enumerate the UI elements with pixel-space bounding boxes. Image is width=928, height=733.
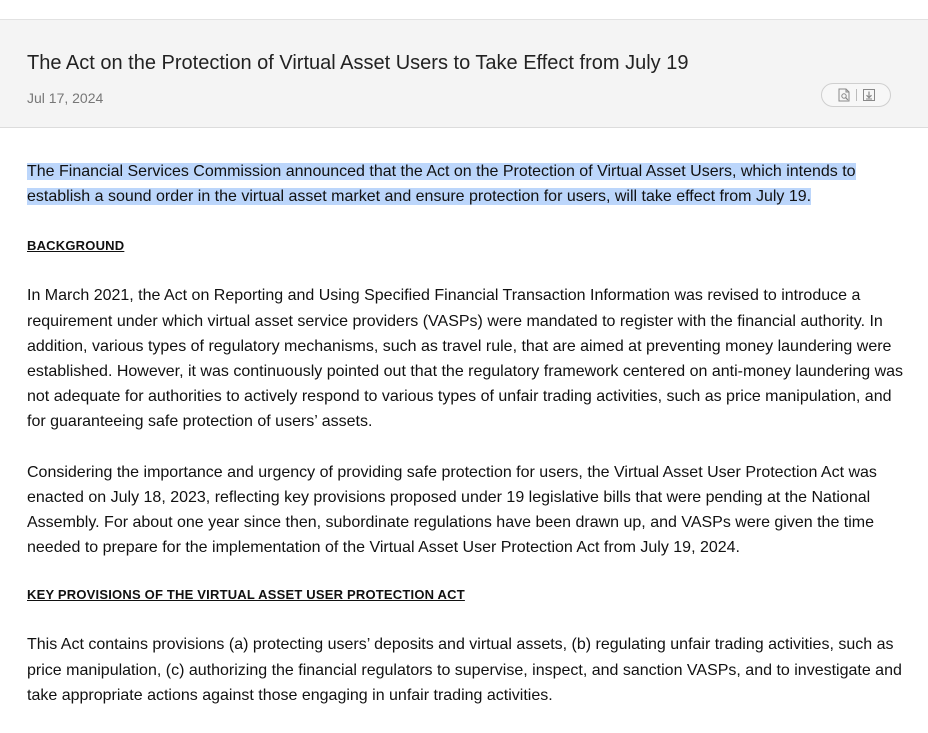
section-heading-background: BACKGROUND — [27, 238, 125, 254]
key-provisions-paragraph: This Act contains provisions (a) protecting users’ deposits and virtual assets, (b) regulating unfair trading activities, such as price manipulation, (c) authorizing the financial regulators to supervise, inspect, and sanction VASPs, and to investigate and take appropriate actions against those engaging in unfair trading activities. — [27, 636, 902, 704]
download-icon[interactable] — [861, 87, 877, 103]
lead-paragraph — [27, 159, 907, 209]
article-body — [27, 159, 907, 733]
article-date: Jul 17, 2024 — [27, 90, 104, 106]
background-paragraph-1: In March 2021, the Act on Reporting and Using Specified Financial Transaction Information was revised to introduce a requirement under which virtual asset service providers (VASPs) were mandated to register with the financial authority. In addition, various types of regulatory mechanisms, such as travel rule, that are aimed at preventing money laundering were established. However, it was continuously pointed out that the regulatory framework centered on anti-money laundering was not adequate for authorities to actively respond to various types of unfair trading activities, such as price manipulation, and for guaranteeing safe protection of users’ assets. — [27, 287, 904, 431]
action-divider — [856, 89, 857, 101]
background-paragraph-2: Considering the importance and urgency of providing safe protection for users, the Virtual Asset User Protection Act was enacted on July 18, 2023, reflecting key provisions proposed under 19 legislative bills that were pending at the National Assembly. For about one year since then, subordinate regulations have been drawn up, and VASPs were given the time needed to prepare for the implementation of the Virtual Asset User Protection Act from July 19, 2024. — [27, 463, 877, 557]
article-title: The Act on the Protection of Virtual Asset Users to Take Effect from July 19 — [27, 52, 689, 74]
article-actions — [821, 83, 891, 107]
article-header — [0, 19, 928, 128]
lead-line-1: The Financial Services Commission announced that the Act on the Protection of Virtual Asset Users, which intends to — [27, 163, 856, 180]
lead-line-2: establish a sound order in the virtual asset market and ensure protection for users, will take effect from July 19. — [27, 188, 812, 206]
section-heading-key-provisions: KEY PROVISIONS OF THE VIRTUAL ASSET USER PROTECTION ACT — [27, 587, 465, 603]
preview-document-icon[interactable] — [836, 87, 852, 103]
